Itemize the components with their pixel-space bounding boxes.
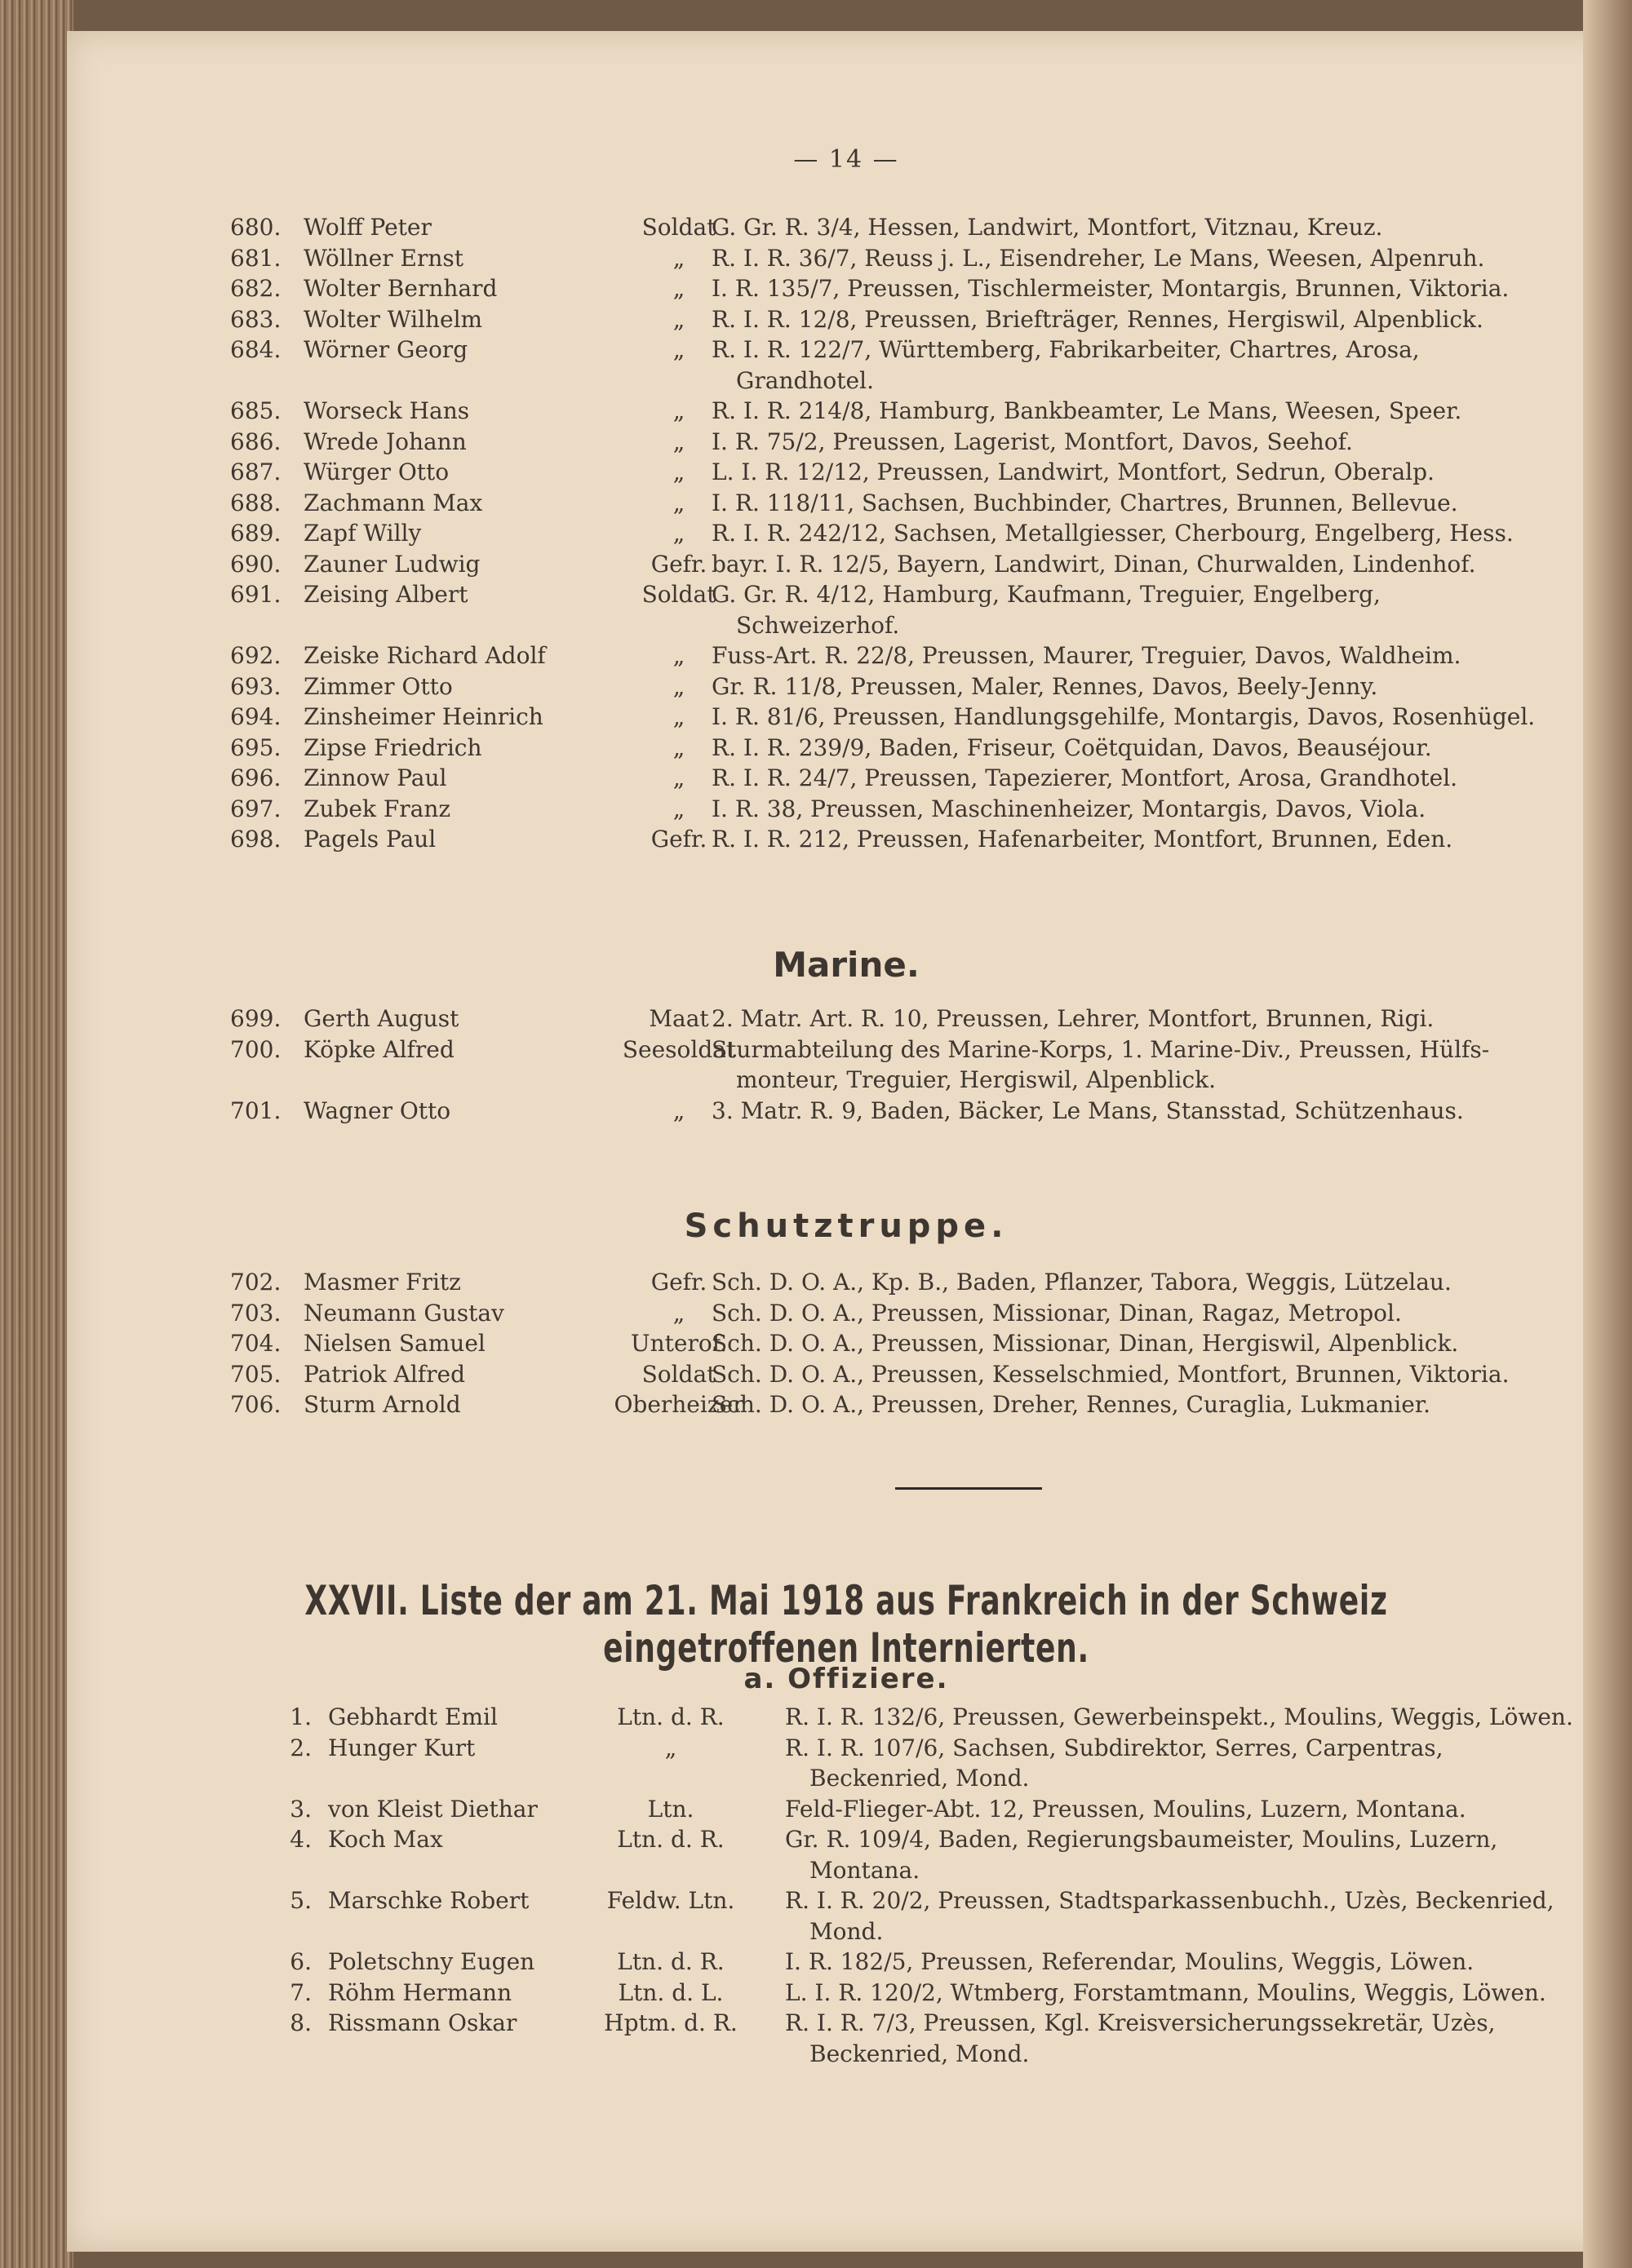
entry-name: Sturm Arnold [304,1391,461,1418]
entry-name: Zinnow Paul [304,764,447,791]
entry-rank: „ [672,427,685,455]
entry-rank: „ [672,703,685,730]
entry-rank: Ltn. [647,1795,694,1823]
entry-name: Pagels Paul [304,826,437,853]
right-page-edge [1583,0,1632,2268]
list-item [67,243,1625,274]
entry-name: Zinsheimer Heinrich [304,703,543,730]
entry-details-continuation: Beckenried, Mond. [809,1765,1030,1792]
entry-details [712,1359,1617,1390]
entry-name: Wörner Georg [304,336,468,363]
entry-rank: Soldat [641,581,716,608]
entry-details [712,1267,1617,1298]
entry-name: Gebhardt Emil [328,1703,498,1730]
list-item [67,1267,1625,1298]
entry-number: 3. [290,1795,312,1823]
entry-name: Zubek Franz [304,795,451,822]
list-item [67,1298,1625,1329]
list-item [67,763,1625,794]
entry-number: 706. [230,1391,282,1418]
entry-number: 693. [230,672,282,700]
entry-number: 698. [230,826,282,853]
entry-details [712,579,1617,640]
entry-rank: „ [672,672,685,700]
entry-rank: Ltn. d. L. [618,1978,724,2006]
entry-details-continuation: Beckenried, Mond. [809,2040,1030,2067]
entry-rank: Seesoldat [622,1035,736,1063]
list-item [67,1096,1625,1127]
book-page-edges [0,0,73,2268]
entry-number: 690. [230,550,282,578]
page-number: — 14 — [793,145,899,174]
entry-details-line: Sch. D. O. A., Preussen, Dreher, Rennes, Curaglia, Lukmanier. [712,1391,1431,1418]
list-item [67,549,1625,580]
entry-name: Rissmann Oskar [328,2009,517,2036]
list-item [67,488,1625,519]
section-heading-marine: Marine. [773,945,920,985]
entry-details-line: Sch. D. O. A., Preussen, Missionar, Dinan, Hergiswil, Alpenblick. [712,1330,1459,1357]
list-item [67,1947,1625,1978]
entry-details-line: I. R. 75/2, Preussen, Lagerist, Montfort, Davos, Seehof. [712,427,1353,455]
entry-details-line: R. I. R. 12/8, Preussen, Briefträger, Rennes, Hergiswil, Alpenblick. [712,305,1483,333]
list-item [67,1733,1625,1794]
entry-details-line: G. Gr. R. 4/12, Hamburg, Kaufmann, Treguier, Engelberg, [712,581,1381,608]
entry-details-line: R. I. R. 239/9, Baden, Friseur, Coëtquidan, Davos, Beauséjour. [712,733,1432,761]
entry-details [712,1328,1617,1359]
entry-number: 704. [230,1330,282,1357]
section-divider [895,1487,1042,1490]
entry-details-line: R. I. R. 132/6, Preussen, Gewerbeinspekt., Moulins, Weggis, Löwen. [785,1703,1573,1730]
entry-details [785,2008,1617,2069]
list-item [67,2008,1625,2069]
list-item [67,640,1625,671]
list-item [67,457,1625,488]
entry-details-line: I. R. 81/6, Preussen, Handlungsgehilfe, Montargis, Davos, Rosenhügel. [712,703,1536,730]
entry-details [785,1702,1617,1733]
list-item [67,1978,1625,2009]
entry-details-continuation: Schweizerhof. [736,611,900,639]
list-item [67,396,1625,427]
entry-name: Würger Otto [304,458,450,485]
entry-details [785,1794,1617,1825]
section-heading-schutztruppe: Schutztruppe. [684,1207,1009,1245]
entry-name: Röhm Hermann [328,1978,512,2006]
entry-details [712,427,1617,458]
entry-details-line: I. R. 118/11, Sachsen, Buchbinder, Chartres, Brunnen, Bellevue. [712,489,1458,516]
entry-number: 688. [230,489,282,516]
list-item [67,702,1625,733]
entry-details [712,457,1617,488]
entry-number: 6. [290,1948,312,1975]
entry-details [785,1978,1617,2009]
section-heading-officers: a. Offiziere. [743,1663,949,1695]
entry-details-continuation: Mond. [809,1917,884,1945]
entry-rank: „ [672,642,685,669]
entry-name: Wolter Bernhard [304,275,498,302]
entry-name: von Kleist Diethar [328,1795,538,1823]
schutztruppe-list [67,1267,1625,1420]
entry-rank: Ltn. d. R. [617,1948,725,1975]
entry-rank: „ [672,733,685,761]
entry-number: 701. [230,1096,282,1124]
entry-number: 692. [230,642,282,669]
entry-details-continuation: Montana. [809,1856,920,1884]
entry-details [712,243,1617,274]
entry-name: Zachmann Max [304,489,483,516]
entry-number: 694. [230,703,282,730]
soldier-list [67,212,1625,855]
entry-rank: „ [664,1734,677,1761]
entry-number: 695. [230,733,282,761]
entry-name: Nielsen Samuel [304,1330,486,1357]
entry-details-line: Sch. D. O. A., Kp. B., Baden, Pflanzer, Tabora, Weggis, Lützelau. [712,1269,1452,1296]
entry-number: 687. [230,458,282,485]
entry-rank: „ [672,458,685,485]
list-item [67,304,1625,335]
entry-number: 8. [290,2009,312,2036]
entry-name: Koch Max [328,1826,443,1853]
list-item [67,1389,1625,1420]
entry-details [785,1947,1617,1978]
entry-details-line: R. I. R. 24/7, Preussen, Tapezierer, Montfort, Arosa, Grandhotel. [712,764,1458,791]
entry-number: 4. [290,1826,312,1853]
entry-number: 705. [230,1360,282,1388]
entry-number: 683. [230,305,282,333]
entry-name: Wrede Johann [304,427,467,455]
entry-details-line: I. R. 38, Preussen, Maschinenheizer, Montargis, Davos, Viola. [712,795,1426,822]
list-item [67,671,1625,702]
list-item [67,733,1625,764]
list-item [67,1328,1625,1359]
entry-details [712,396,1617,427]
entry-details-line: bayr. I. R. 12/5, Bayern, Landwirt, Dinan, Churwalden, Lindenhof. [712,550,1476,578]
entry-name: Wagner Otto [304,1096,451,1124]
entry-rank: „ [672,795,685,822]
entry-number: 681. [230,244,282,272]
entry-name: Zauner Ludwig [304,550,481,578]
entry-details-line: I. R. 135/7, Preussen, Tischlermeister, Montargis, Brunnen, Viktoria. [712,275,1510,302]
entry-number: 685. [230,397,282,424]
entry-details [712,273,1617,304]
entry-details [712,518,1617,549]
entry-name: Gerth August [304,1005,459,1032]
entry-rank: „ [672,520,685,547]
list-item [67,1003,1625,1034]
entry-details [712,1096,1617,1127]
list-item [67,1702,1625,1733]
entry-details-line: R. I. R. 214/8, Hamburg, Bankbeamter, Le Mans, Weesen, Speer. [712,397,1462,424]
entry-details [712,702,1617,733]
entry-rank: „ [672,1299,685,1327]
entry-details-line: R. I. R. 7/3, Preussen, Kgl. Kreisversicherungssekretär, Uzès, [785,2009,1496,2036]
entry-details-line: 2. Matr. Art. R. 10, Preussen, Lehrer, Montfort, Brunnen, Rigi. [712,1005,1435,1032]
entry-name: Masmer Fritz [304,1269,461,1296]
entry-name: Poletschny Eugen [328,1948,535,1975]
entry-details [785,1733,1617,1794]
entry-rank: Soldat [641,1360,716,1388]
entry-rank: „ [672,1096,685,1124]
list-item [67,1034,1625,1096]
entry-rank: Gefr. [650,826,707,853]
entry-number: 682. [230,275,282,302]
entry-details-line: 3. Matr. R. 9, Baden, Bäcker, Le Mans, Stansstad, Schützenhaus. [712,1096,1464,1124]
entry-details [785,1824,1617,1885]
entry-details-line: Sch. D. O. A., Preussen, Kesselschmied, Montfort, Brunnen, Viktoria. [712,1360,1510,1388]
entry-details [712,1389,1617,1420]
list-heading: XXVII. Liste der am 21. Mai 1918 aus Frankreich in der Schweiz eingetroffenen Internierten. [304,1577,1388,1672]
entry-rank: „ [672,397,685,424]
list-item [67,212,1625,243]
entry-name: Neumann Gustav [304,1299,504,1327]
entry-number: 7. [290,1978,312,2006]
entry-rank: Unterof. [631,1330,727,1357]
entry-rank: „ [672,244,685,272]
entry-details-line: R. I. R. 242/12, Sachsen, Metallgiesser, Cherbourg, Engelberg, Hess. [712,520,1514,547]
entry-details [712,549,1617,580]
entry-details-line: I. R. 182/5, Preussen, Referendar, Moulins, Weggis, Löwen. [785,1948,1475,1975]
entry-rank: „ [672,489,685,516]
list-item [67,1794,1625,1825]
entry-name: Wöllner Ernst [304,244,464,272]
entry-rank: Feldw. Ltn. [606,1887,735,1914]
list-item [67,334,1625,396]
entry-rank: Hptm. d. R. [604,2009,738,2036]
officer-list [67,1702,1625,2069]
entry-details-line: Fuss-Art. R. 22/8, Preussen, Maurer, Treguier, Davos, Waldheim. [712,642,1461,669]
entry-details [712,640,1617,671]
entry-number: 696. [230,764,282,791]
entry-details-line: Feld-Flieger-Abt. 12, Preussen, Moulins, Luzern, Montana. [785,1795,1466,1823]
entry-name: Patriok Alfred [304,1360,466,1388]
entry-number: 700. [230,1035,282,1063]
entry-details-line: G. Gr. R. 3/4, Hessen, Landwirt, Montfort, Vitznau, Kreuz. [712,214,1383,241]
entry-number: 680. [230,214,282,241]
entry-name: Hunger Kurt [328,1734,476,1761]
book-page [67,31,1625,2252]
list-item [67,579,1625,640]
entry-number: 684. [230,336,282,363]
entry-details [712,733,1617,764]
entry-number: 699. [230,1005,282,1032]
entry-details-line: R. I. R. 212, Preussen, Hafenarbeiter, Montfort, Brunnen, Eden. [712,826,1453,853]
entry-details [712,1003,1617,1034]
marine-list [67,1003,1625,1126]
entry-rank: Gefr. [650,550,707,578]
list-item [67,427,1625,458]
entry-rank: Oberheizer [614,1391,744,1418]
list-item [67,1359,1625,1390]
entry-details-line: R. I. R. 20/2, Preussen, Stadtsparkassenbuchh., Uzès, Beckenried, [785,1887,1554,1914]
entry-details-continuation: Grandhotel. [736,366,874,394]
entry-details [712,671,1617,702]
entry-name: Zipse Friedrich [304,733,482,761]
entry-details [712,488,1617,519]
entry-details-line: L. I. R. 120/2, Wtmberg, Forstamtmann, Moulins, Weggis, Löwen. [785,1978,1546,2006]
entry-number: 702. [230,1269,282,1296]
list-item [67,824,1625,855]
entry-details-line: L. I. R. 12/12, Preussen, Landwirt, Montfort, Sedrun, Oberalp. [712,458,1435,485]
entry-name: Worseck Hans [304,397,470,424]
list-item [67,273,1625,304]
entry-name: Zapf Willy [304,520,422,547]
entry-rank: Ltn. d. R. [617,1703,725,1730]
entry-name: Wolter Wilhelm [304,305,483,333]
entry-rank: „ [672,305,685,333]
entry-name: Köpke Alfred [304,1035,455,1063]
entry-number: 703. [230,1299,282,1327]
entry-details-line: Gr. R. 109/4, Baden, Regierungsbaumeister, Moulins, Luzern, [785,1826,1498,1853]
entry-name: Marschke Robert [328,1887,530,1914]
entry-details [712,1298,1617,1329]
entry-details [712,1034,1617,1096]
entry-details [712,212,1617,243]
list-item [67,794,1625,825]
entry-number: 5. [290,1887,312,1914]
entry-number: 686. [230,427,282,455]
entry-details-line: Sch. D. O. A., Preussen, Missionar, Dinan, Ragaz, Metropol. [712,1299,1402,1327]
entry-details-continuation: monteur, Treguier, Hergiswil, Alpenblick. [736,1066,1217,1093]
entry-rank: Ltn. d. R. [617,1826,725,1853]
entry-name: Zimmer Otto [304,672,453,700]
entry-number: 2. [290,1734,312,1761]
list-item [67,1885,1625,1947]
entry-name: Zeising Albert [304,581,468,608]
entry-rank: Maat [649,1005,709,1032]
entry-number: 697. [230,795,282,822]
entry-rank: Gefr. [650,1269,707,1296]
entry-details-line: Sturmabteilung des Marine-Korps, 1. Marine-Div., Preussen, Hülfs- [712,1035,1490,1063]
list-item [67,1824,1625,1885]
list-item [67,518,1625,549]
entry-number: 689. [230,520,282,547]
entry-rank: „ [672,764,685,791]
entry-name: Wolff Peter [304,214,432,241]
entry-details [712,304,1617,335]
entry-number: 1. [290,1703,312,1730]
entry-details [712,824,1617,855]
entry-details [712,794,1617,825]
entry-details [712,763,1617,794]
entry-details [785,1885,1617,1947]
entry-rank: „ [672,275,685,302]
entry-details-line: R. I. R. 122/7, Württemberg, Fabrikarbeiter, Chartres, Arosa, [712,336,1420,363]
entry-name: Zeiske Richard Adolf [304,642,546,669]
entry-rank: Soldat [641,214,716,241]
entry-rank: „ [672,336,685,363]
entry-details-line: R. I. R. 107/6, Sachsen, Subdirektor, Serres, Carpentras, [785,1734,1444,1761]
entry-details-line: R. I. R. 36/7, Reuss j. L., Eisendreher, Le Mans, Weesen, Alpenruh. [712,244,1485,272]
entry-details-line: Gr. R. 11/8, Preussen, Maler, Rennes, Davos, Beely-Jenny. [712,672,1378,700]
entry-details [712,334,1617,396]
entry-number: 691. [230,581,282,608]
